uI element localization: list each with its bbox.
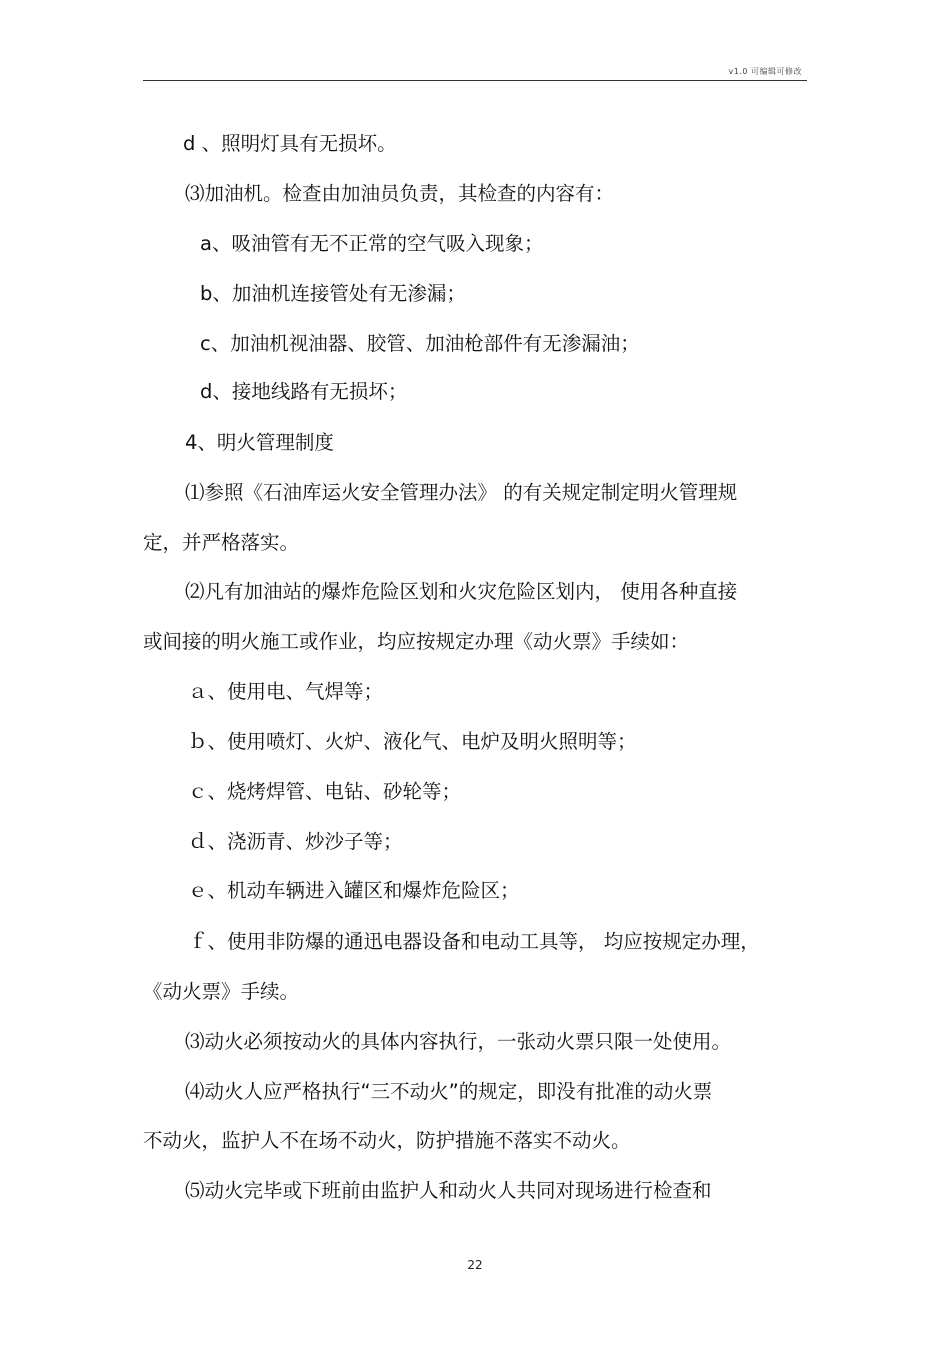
body-line: ｂ、使用喷灯、火炉、液化气、电炉及明火照明等； <box>188 730 637 753</box>
body-line: b、加油机连接管处有无渗漏； <box>200 282 466 305</box>
body-line: ⑸动火完毕或下班前由监护人和动火人共同对现场进行检查和 <box>185 1179 712 1202</box>
body-line: a、吸油管有无不正常的空气吸入现象； <box>200 232 544 255</box>
body-line: ⑷动火人应严格执行“三不动火”的规定，即没有批准的动火票 <box>185 1080 713 1103</box>
body-line: 定，并严格落实。 <box>143 531 300 554</box>
body-line: ｃ、烧烤焊管、电钻、砂轮等； <box>188 780 462 803</box>
body-line: ａ、使用电、气焊等； <box>188 680 384 703</box>
body-line: d 、照明灯具有无损坏。 <box>183 132 397 155</box>
body-line: ｆ、使用非防爆的通迅电器设备和电动工具等， 均应按规定办理， <box>188 930 760 953</box>
body-line: ⑶动火必须按动火的具体内容执行，一张动火票只限一处使用。 <box>185 1030 732 1053</box>
body-line: ⑶加油机。检查由加油员负责，其检查的内容有： <box>185 182 615 205</box>
body-line: ｄ、浇沥青、炒沙子等； <box>188 830 403 853</box>
body-line: ⑵凡有加油站的爆炸危险区划和火灾危险区划内， 使用各种直接 <box>185 580 738 603</box>
page-number: 22 <box>467 1258 483 1272</box>
body-line: 《动火票》手续。 <box>143 980 300 1003</box>
body-line: d、接地线路有无损坏； <box>200 380 408 403</box>
body-line: ⑴参照《石油库运火安全管理办法》 的有关规定制定明火管理规 <box>185 481 738 504</box>
body-line: 不动火，监护人不在场不动火，防护措施不落实不动火。 <box>143 1129 631 1152</box>
header-rule <box>143 80 807 81</box>
body-line: 4、明火管理制度 <box>185 431 334 454</box>
header-version-text: v1.0 可编辑可修改 <box>728 67 802 76</box>
body-line: 或间接的明火施工或作业，均应按规定办理《动火票》手续如： <box>143 630 690 653</box>
body-line: c、加油机视油器、胶管、加油枪部件有无渗漏油； <box>200 332 640 355</box>
body-line: ｅ、机动车辆进入罐区和爆炸危险区； <box>188 879 520 902</box>
